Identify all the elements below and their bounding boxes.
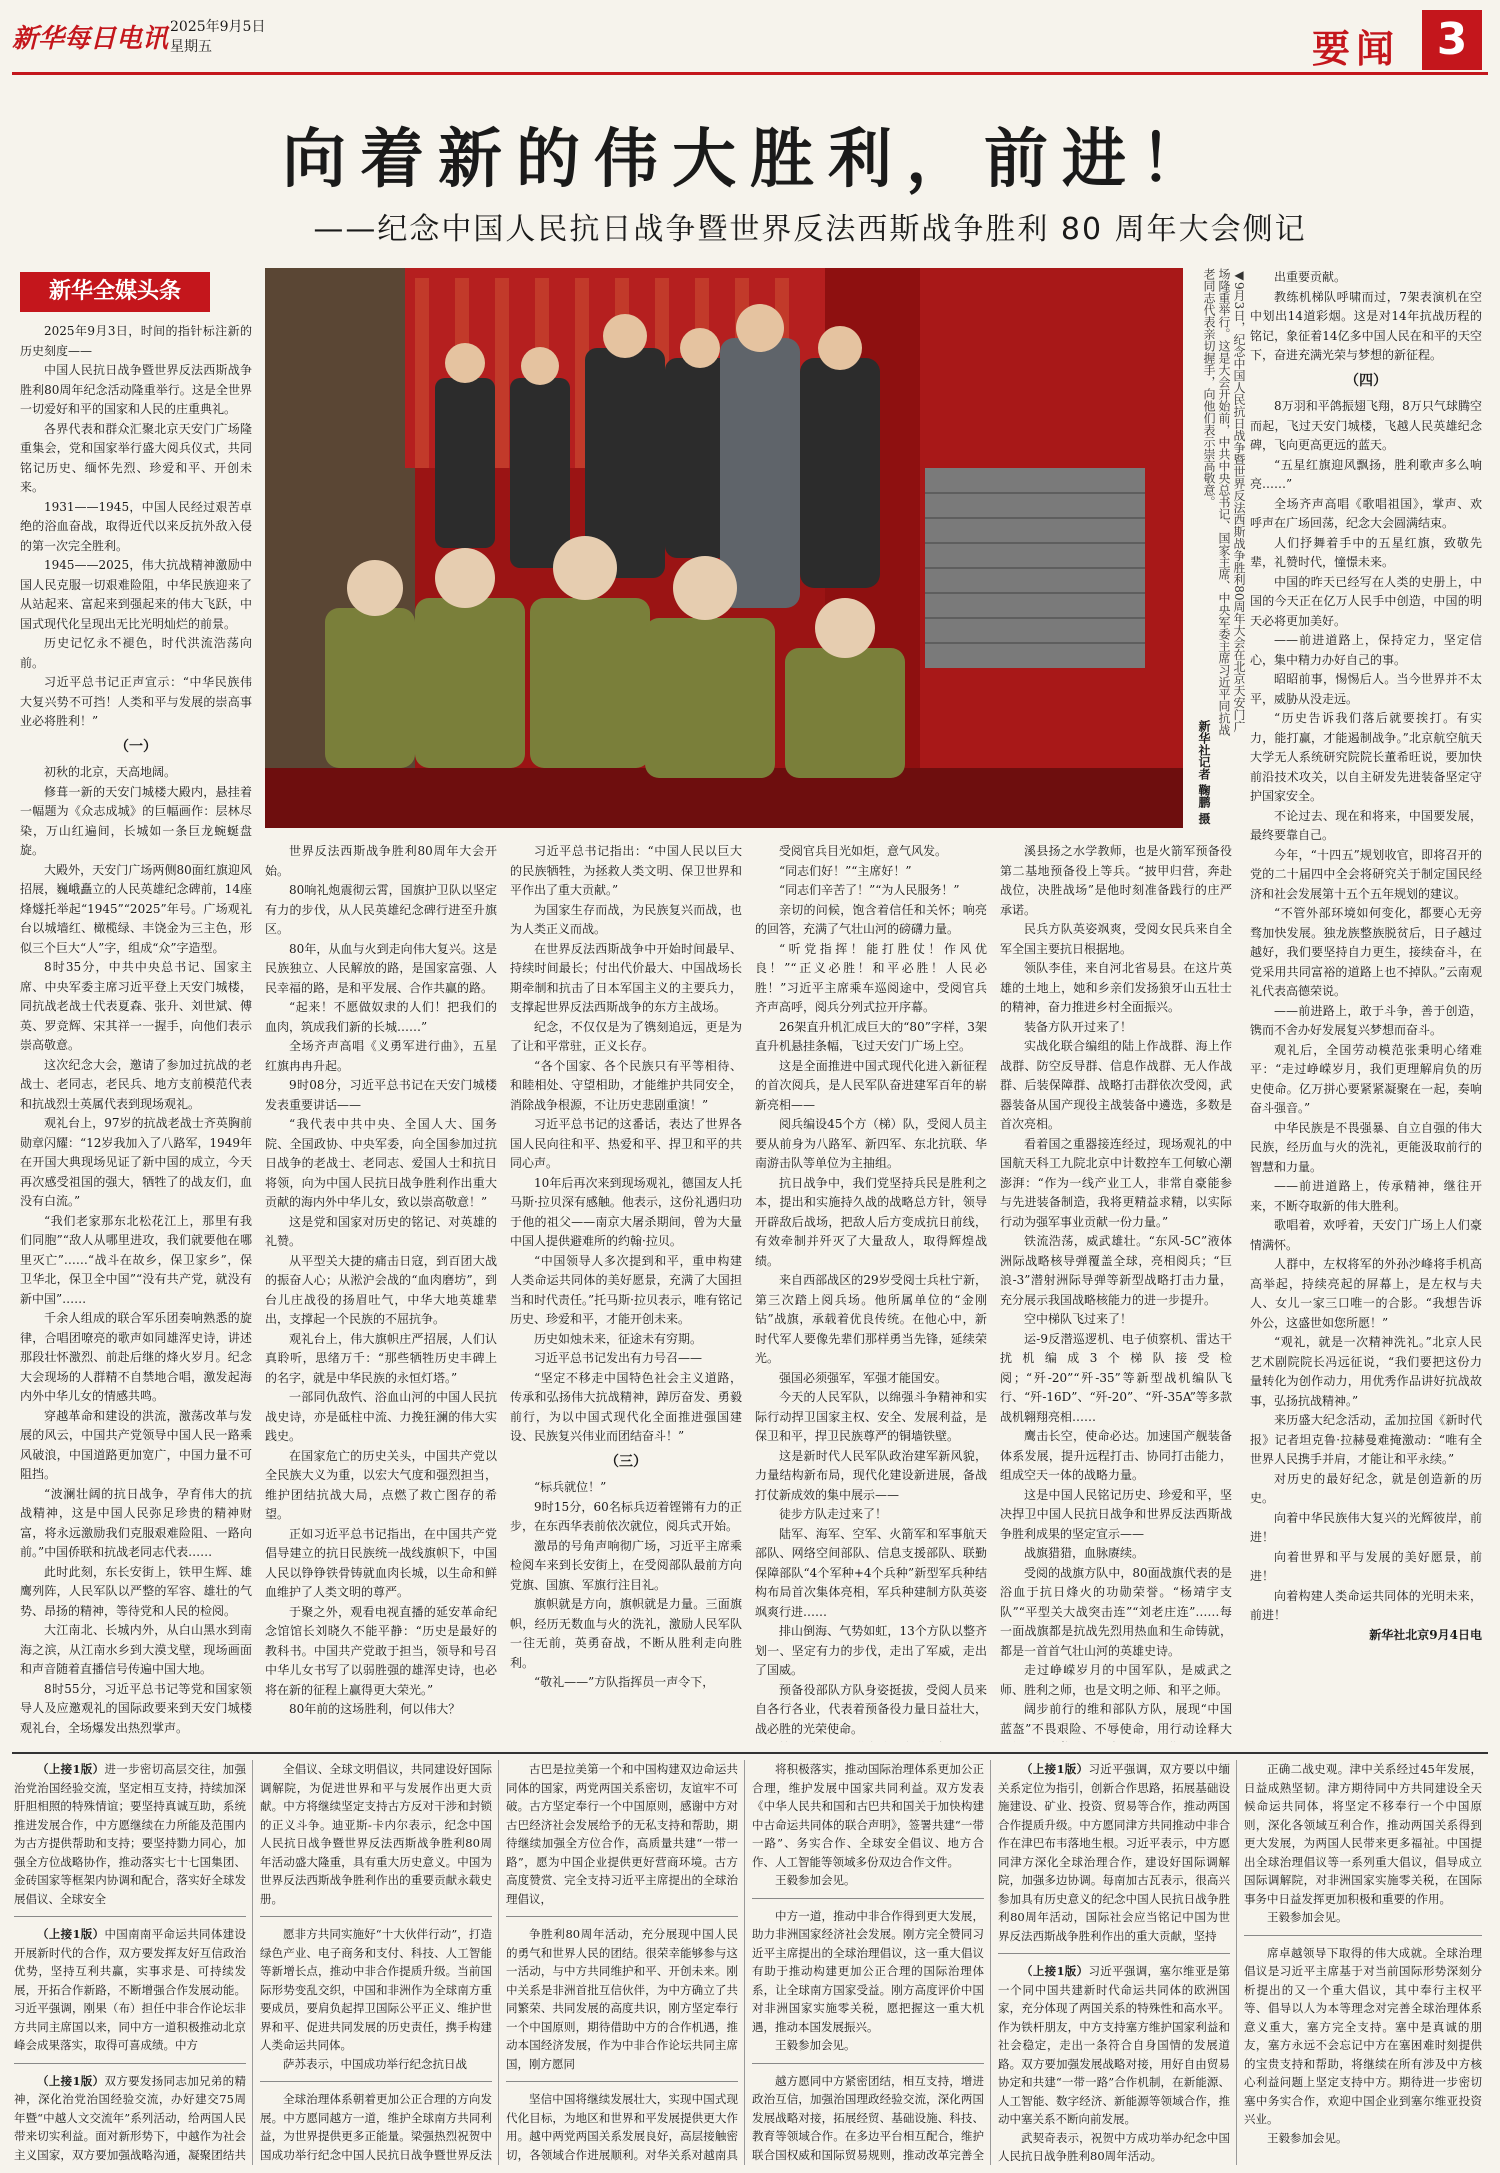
paragraph: 80响礼炮震彻云霄，国旗护卫队以坚定有力的步伐，从人民英雄纪念碑行进至升旗区。 [265,883,497,936]
paragraph: 古巴是拉美第一个和中国构建双边命运共同体的国家，两党两国关系密切，友谊牢不可破。古方坚定奉行一个中国原则，感谢中方对古巴经济社会发展给予的无私支持和帮助，期待继续加强全方位合作，高质量共建“一带一路”，愿为中国企业提供更好营商环境。古方高度赞赏、完全支持习近平主席提出的全球治理倡议， [506,1762,738,1906]
paragraph: 预备役部队方队身姿挺拔，受阅人员来自各行各业，代表着预备役力量日益壮大，战必胜的光荣使命。 [755,1682,987,1736]
paragraph: 今年，“十四五”规划收官，即将召开的党的二十届四中全会将研究关于制定国民经济和社会发展第十五个五年规划的建议。 [1250,847,1482,901]
paragraph: 向着世界和平与发展的美好愿景，前进！ [1250,1549,1482,1583]
paragraph: 习近平总书记正声宣示：“中华民族伟大复兴势不可挡！人类和平与发展的崇高事业必将胜利！” [20,675,252,728]
paragraph: 向着中华民族伟大复兴的光辉彼岸，前进！ [1250,1510,1482,1544]
paragraph: 双方要发扬同志加兄弟的精神，深化治党治国经验交流，办好建交75周年暨“中越人文交流年”系列活动，给两国人民带来切实利益。面对新形势下，中越作为社会主义国家，双方要加强战略沟通，凝聚团结共 [14,2073,246,2162]
paragraph: 民兵方队英姿飒爽，受阅女民兵来自全军全国主要抗日根据地。 [1000,922,1232,956]
masthead [12,10,1488,70]
paragraph: 中方一道，推动中非合作得到更大发展，助力非洲国家经济社会发展。刚方完全赞同习近平主席提出的全球治理倡议，这一重大倡议有助于推动构建更加公正合理的国际治理体系，让全球南方国家受益。刚方高度评价中国对非洲国家实施零关税，愿把握这一重大机遇，推动本国发展振兴。 [752,1908,984,2034]
bottom-column-5 [998,1760,1230,2165]
paragraph: 全球治理体系朝着更加公正合理的方向发展。中方愿同越方一道，维护全球南方共同利益，为世界提供更多正能量。梁强热烈祝贺中国成功举行纪念中国人民抗日战争暨世界反法 [260,2092,492,2162]
paragraph: 这是全面推进中国式现代化进入新征程的首次阅兵，是人民军队奋进建军百年的崭新亮相—— [755,1058,987,1112]
column-rule [498,1760,499,2165]
paragraph: 人群中，左权将军的外孙沙峰将手机高高举起，持续亮起的屏幕上，是左权与夫人、女儿一家三口唯一的合影。“我想告诉外公，这盛世如您所愿！” [1250,1257,1482,1330]
paragraph: 全倡议、全球文明倡议，共同建设好国际调解院，为促进世界和平与发展作出更大贡献。中方将继续坚定支持古方反对干涉和封锁的正义斗争。迪亚斯-卡内尔表示，纪念中国人民抗日战争暨世界反法西斯战争胜利80周年活动盛大隆重，具有重大历史意义。中国为世界反法西斯战争胜利作出的重要贡献永载史册。 [260,1762,492,1906]
paragraph: 1931——1945，中国人民经过艰苦卓绝的浴血奋战，取得近代以来反抗外敌入侵的第一次完全胜利。 [20,499,252,553]
paragraph: “观礼，就是一次精神洗礼。”北京人民艺术剧院院长冯远征说，“我们要把这份力量转化为创作动力，用优秀作品讲好抗战故事，弘扬抗战精神。” [1250,1335,1482,1408]
section-badge: 新华全媒头条 [20,272,210,312]
paragraph: 运-9反潜巡逻机、电子侦察机、雷达干扰机编成3个梯队接受检阅；“歼-20”“歼-35”等新型战机编队飞行、“歼-16D”、“歼-20”、“歼-35A”等多款战机翱翔亮相…… [1000,1331,1232,1424]
paragraph: 千余人组成的联合军乐团奏响熟悉的旋律，合唱团嘹亮的歌声如同雄浑史诗，讲述那段壮怀激烈、前赴后继的烽火岁月。纪念大会现场的人群精不自禁地合唱，激发起海内外中华儿女的情感共鸣。 [20,1311,252,1403]
paragraph: “同志们好！”“主席好！” [779,863,912,878]
section-heading: （四） [1345,372,1387,389]
paragraph: 激昂的号角声响彻广场，习近平主席乘检阅车来到长安街上，在受阅部队最前方向党旗、国旗、军旗行注目礼。 [510,1538,742,1592]
paragraph: ——前进路上，敢于斗争，善于创造，镌而不舍办好发展复兴梦想而奋斗。 [1250,1003,1482,1037]
paragraph: 9时15分，60名标兵迈着铿锵有力的正步，在东西华表前依次就位，阅兵式开始。 [510,1499,742,1533]
paragraph: 徒步方队走过来了！ [779,1507,888,1521]
paragraph: “听党指挥！能打胜仗！作风优良！”“正义必胜！和平必胜！人民必胜！”习近平主席乘车巡阅途中，受阅官兵齐声高呼，阅兵分列式拉开序幕。 [755,941,987,1014]
story-divider [14,2063,246,2064]
paragraph: 强国必须强军，军强才能国安。 [779,1370,948,1385]
paragraph [755,1739,987,1742]
paragraph: “中国领导人多次提到和平，重申构建人类命运共同体的美好愿景，充满了大国担当和时代责任。”托马斯·拉贝表示，唯有铭记历史、珍爱和平，才能开创未来。 [510,1253,742,1326]
continued-marker: （上接1版） [37,1762,105,1776]
paragraph: “坚定不移走中国特色社会主义道路，传承和弘扬伟大抗战精神，踔厉奋发、勇毅前行，为以中国式现代化全面推进强国建设、民族复兴伟业而团结奋斗！” [510,1370,742,1443]
article-column-2 [265,842,497,1742]
paragraph: 观礼台上，伟大旗帜庄严招展，人们认真聆听，思绪万千：“那些牺牲历史丰碑上的名字，就是中华民族的永恒灯塔。” [265,1331,497,1385]
paragraph: 战旗猎猎，血脉赓续。 [1024,1546,1145,1560]
paragraph: “起来！不愿做奴隶的人们！把我们的血肉，筑成我们新的长城……” [265,1000,497,1034]
paragraph: 走过峥嵘岁月的中国军队，是威武之师、胜利之师，也是文明之师、和平之师。 [1000,1663,1232,1697]
paragraph: 习近平强调，双方要以中缅关系定位为指引，创新合作思路，拓展基础设施建设、矿业、投资、贸易等合作，推动两国合作提质升级。中方愿同津方共同推动中非合作在津巴布韦落地生根。习近平表示，中方愿同津方深化全球治理合作，建设好国际调解院，加强多边协调。每南加古瓦表示，很高兴参加具有历史意义的纪念中国人民抗日战争胜利80周年活动，国际社会应当铭记中国为世界反法西斯战争胜利作出的重大贡献，坚持 [998,1762,1230,1943]
paragraph: 中国南南平命运共同体建设开展新时代的合作，双方要发挥友好互信政治优势，坚持互利共赢，实事求是、可持续发展，开拓合作新路，不断增强合作发展动能。习近平强调，刚果（布）担任中非合作论坛非方共同主席国以来，同中方一道积极推动北京峰会成果落实，取得可喜成绩。中方 [14,1927,246,2052]
photo-illustration [265,268,1183,828]
paragraph: 陆军、海军、空军、火箭军和军事航天部队、网络空间部队、信息支援部队、联勤保障部队“4个军种+4个兵种”新型军兵种结构布局首次集体亮相，军兵种建制方队英姿飒爽行进…… [755,1526,987,1619]
paragraph: 旗帜就是方向，旗帜就是力量。三面旗帜，经历无数血与火的洗礼，激励人民军队一往无前，英勇奋战，不断从胜利走向胜利。 [510,1597,742,1670]
section-heading: （三） [605,1453,647,1470]
continued-marker: （上接1版） [37,1927,105,1941]
paragraph: 歌唱着，欢呼着，天安门广场上人们豪情满怀。 [1250,1218,1482,1252]
paragraph: 席卓越领导下取得的伟大成就。全球治理倡议是习近平主席基于对当前国际形势深刻分析提出的又一个重大倡议，其中奉行主权平等、倡导以人为本等理念对完善全球治理体系意义重大，塞方完全支持。塞中是真诚的朋友，塞方永远不会忘记中方在塞困难时刻提供的宝贵支持和帮助，将继续在所有涉及中方核心利益问题上坚定支持中方。期待进一步密切塞中务实合作，欢迎中国企业到塞尔维亚投资兴业。 [1244,1945,1482,2126]
paragraph: 向着构建人类命运共同体的光明未来，前进！ [1250,1588,1482,1622]
paragraph: 为国家生存而战，为民族复兴而战，也为人类正义而战。 [510,902,742,936]
article-column-5 [1000,842,1232,1742]
paragraph: 8时55分，习近平总书记等党和国家领导人及应邀观礼的国际政要来到天安门城楼观礼台，全场爆发出热烈掌声。 [20,1681,252,1735]
paragraph: 萨苏表示，中国成功举行纪念抗日战 [283,2056,467,2071]
paragraph: 正确二战史观。津中关系经过45年发展，日益成熟坚韧。津方期待同中方共同建设全天候命运共同体，将坚定不移奉行一个中国原则，深化各领域互利合作，推动两国关系得到更大发展，为两国人民带来更多福祉。中国提出全球治理倡议等一系列重大倡议，倡导成立国际调解院，对非洲国家实施零关税，在国际事务中日益发挥更加积极和重要的作用。 [1244,1762,1482,1906]
paragraph: 抗日战争中，我们党坚持兵民是胜利之本，提出和实施持久战的战略总方针，领导开辟敌后战场，把敌人后方变成抗日前线，有效牵制并歼灭了大量敌人，取得辉煌战绩。 [755,1175,987,1268]
paragraph: 习近平总书记指出：“中国人民以巨大的民族牺牲，为拯救人类文明、保卫世界和平作出了重大贡献。” [510,844,742,897]
story-divider [998,1953,1230,1954]
paragraph: 不论过去、现在和将来，中国要发展，最终要靠自己。 [1250,808,1482,842]
paragraph: 这是新时代人民军队政治建军新风貌，力量结构新布局，现代化建设新进展，备战打仗新成效的集中展示—— [755,1448,987,1502]
bottom-column-2 [260,1760,492,2165]
paragraph: 王毅参加会见。 [1267,1910,1348,1924]
paragraph: 这是党和国家对历史的铭记、对英雄的礼赞。 [265,1214,497,1248]
paragraph: 修葺一新的天安门城楼大殿内，悬挂着一幅题为《众志成城》的巨幅画作：层林尽染，万山红遍间，长城如一条巨龙蜿蜒盘旋。 [20,784,252,857]
paragraph: 大殿外，天安门广场两侧80面红旗迎风招展，巍峨矗立的人民英雄纪念碑前，14座烽燧托举起“1945”“2025”年号。广场观礼台以城墙红、橄榄绿、丰饶金为三主色，形似三个巨大“人”字，组成“众”字造型。 [20,862,252,955]
column-rule [990,1760,991,2165]
issue-weekday: 星期五 [170,39,212,55]
paragraph: “历史告诉我们落后就要挨打。有实力，能打赢，才能遏制战争。”北京航空航天大学无人系统研究院院长董希旺说，要加快前沿技术攻关，以自主研发先进装备坚定守护国家安全。 [1250,711,1482,803]
paragraph: 观礼后，全国劳动模范张秉明心绪难平：“走过峥嵘岁月，我们更理解肩负的历史使命。亿万拼心要紧紧凝聚在一起，奏响奋斗强音。” [1250,1042,1482,1115]
page-number: 3 [1422,10,1482,70]
paragraph: 中华民族是不畏强暴、自立自强的伟大民族，经历血与火的洗礼，更能汲取前行的智慧和力量。 [1250,1120,1482,1174]
paragraph: 穿越革命和建设的洪流，激荡改革与发展的风云，中国共产党领导中国人民一路乘风破浪，中国道路更加宽广，中国力量不可阻挡。 [20,1408,252,1481]
paragraph: 观礼台上，97岁的抗战老战士齐英胸前勋章闪耀：“12岁我加入了八路军，1949年在开国大典现场见证了新中国的成立，今天再次感受祖国的强大，牺牲了的战友们，血没有白流。” [20,1116,252,1208]
paragraph: “各个国家、各个民族只有平等相待、和睦相处、守望相助，才能维护共同安全，消除战争根源，不让历史悲剧重演！” [510,1058,742,1112]
bottom-column-6 [1244,1760,1482,2165]
paragraph: 亲切的问候，饱含着信任和关怀；响亮的回答，充满了气壮山河的磅礴力量。 [755,902,987,936]
paragraph: 从平型关大捷的痛击日寇，到百团大战的振奋人心；从淞沪会战的“血肉磨坊”，到台儿庄战役的扬眉吐气，中华大地英雄辈出，支撑起一个民族的不屈抗争。 [265,1253,497,1326]
paragraph: ——前进道路上，传承精神，继往开来，不断夺取新的伟大胜利。 [1250,1179,1482,1213]
paragraph: 王毅参加会见。 [775,2038,856,2052]
paragraph: 10年后再次来到现场观礼，德国友人托马斯·拉贝深有感触。他表示，这份礼遇归功于他的祖父——南京大屠杀期间，曾为大量中国人提供避难所的约翰·拉贝。 [510,1175,742,1248]
paragraph: 这次纪念大会，邀请了参加过抗战的老战士、老同志，老民兵、地方支前模范代表和抗战烈士英属代表到现场观礼。 [20,1057,252,1111]
paragraph: 中国的昨天已经写在人类的史册上，中国的今天正在亿万人民手中创造，中国的明天必将更加美好。 [1250,574,1482,628]
paragraph: 出重要贡献。 [1274,270,1347,284]
story-divider [752,2063,984,2064]
paragraph: 一部同仇敌忾、浴血山河的中国人民抗战史诗，亦是砥柱中流、力挽狂澜的伟大实践史。 [265,1390,497,1443]
paragraph: 王毅参加会见。 [1267,2130,1348,2145]
paragraph: “波澜壮阔的抗日战争，孕育伟大的抗战精神，这是中国人民弥足珍贵的精神财富，将永远激励我们克服艰难险阻、一路向前。”中国侨联和抗战老同志代表…… [20,1486,252,1559]
paragraph: “同志们辛苦了！”“为人民服务！” [779,883,960,897]
paragraph: 26架直升机汇成巨大的“80”字样，3架直升机悬挂条幅，飞过天安门广场上空。 [755,1019,987,1053]
paragraph: 中国人民抗日战争暨世界反法西斯战争胜利80周年纪念活动隆重举行。这是全世界一切爱好和平的国家和人民的庄重典礼。 [20,363,252,416]
issue-date: 2025年9月5日 [170,19,266,35]
paragraph: 历史记忆永不褪色，时代洪流浩荡向前。 [20,636,252,670]
photo-credit: 新华社记者 鞠鹏 摄 [1197,720,1211,825]
paragraph: 这是中国人民铭记历史、珍爱和平，坚决捍卫中国人民抗日战争和世界反法西斯战争胜利成果的坚定宣示—— [1000,1487,1232,1541]
paragraph: 全场齐声高唱《歌唱祖国》，掌声、欢呼声在广场回荡，纪念大会圆满结束。 [1250,496,1482,530]
newspaper-logo: 新华每日电讯 [12,24,169,54]
paragraph: 于聚之外，观看电视直播的延安革命纪念馆馆长刘晓久不能平静：“历史是最好的教科书。中国共产党敢于担当，领导和号召中华儿女书写了以弱胜强的雄浑史诗，也必将在新的征程上赢得更大荣光。” [265,1604,497,1697]
paragraph: 全场齐声高唱《义勇军进行曲》，五星红旗冉冉升起。 [265,1039,497,1073]
paragraph: 人们抒舞着手中的五星红旗，致敬先辈，礼赞时代，憧憬未来。 [1250,535,1482,569]
paragraph: 受阅的战旗方队中，80面战旗代表的是浴血于抗日烽火的功勋荣誉。“杨靖宇支队”“平型关大战突击连”“刘老庄连”……每一面战旗都是抗战先烈用热血和生命铸就，都是一首首气壮山河的英雄史诗。 [1000,1565,1232,1658]
paragraph: 来自西部战区的29岁受阅士兵杜宁新，第三次踏上阅兵场。他所属单位的“金刚钻”战旗，承载着优良传统。在他心中，新时代军人要像先辈们那样勇当先锋，延续荣光。 [755,1273,987,1365]
paragraph: 愿非方共同实施好“十大伙伴行动”，打造绿色产业、电子商务和支付、科技、人工智能等新增长点，推动中非合作提质升级。当前国际形势变乱交织，中国和非洲作为全球南方重要成员，要肩负起捍卫国际公平正义、维护世界和平、促进共同发展的历史责任，携手构建人类命运共同体。 [260,1927,492,2052]
paragraph: 2025年9月3日，时间的指针标注新的历史刻度—— [20,324,252,358]
continued-marker: （上接1版） [1021,1762,1089,1776]
article-column-4 [755,842,987,1742]
story-divider [506,1916,738,1917]
paragraph: 昭昭前事，惕惕后人。当今世界并不太平，威胁从没走远。 [1250,672,1482,706]
paragraph: 王毅参加会见。 [775,1873,856,1887]
column-rule [744,1760,745,2165]
paragraph: 对历史的最好纪念，就是创造新的历史。 [1250,1471,1482,1505]
paragraph: 空中梯队飞过来了！ [1024,1312,1133,1326]
dateline-signature: 新华社北京9月4日电 [1369,1627,1482,1642]
paragraph: 各界代表和群众汇聚北京天安门广场隆重集会，党和国家举行盛大阅兵仪式，共同铭记历史、缅怀先烈、珍爱和平、开创未来。 [20,421,252,494]
continued-marker: （上接1版） [37,2073,105,2088]
paragraph: 初秋的北京，天高地阔。 [44,765,177,779]
bottom-column-1 [14,1760,246,2165]
paragraph: 80年，从血与火到走向伟大复兴。这是民族独立、人民解放的路，是国家富强、人民幸福的路，是和平发展、合作共赢的路。 [265,941,497,995]
story-divider [14,1916,246,1917]
paragraph: 习近平总书记的这番话，表达了世界各国人民向往和平、热爱和平、捍卫和平的共同心声。 [510,1117,742,1170]
paragraph: 进一步密切高层交往，加强治党治国经验交流，坚定相互支持，持续加深肝胆相照的特殊情谊；要坚持真诚互助，系统推进发展合作，中方愿继续在力所能及范围内为古方提供帮助和支持；要坚持勠力同心，加强全方位战略协作，推动落实七十七国集团、金砖国家等框架内协调和配合，落实好全球发展倡议、全球安全 [14,1762,246,1906]
paragraph: 越方愿同中方紧密团结，相互支持，增进政治互信，加强治国理政经验交流，深化两国发展战略对接，拓展经贸、基础设施、科技、教育等领域合作。在多边平台相互配合，维护联合国权威和国际贸易规则，推动改革完善全 [752,2073,984,2162]
section-heading: （一） [115,738,157,755]
paragraph: 大江南北、长城内外，从白山黑水到南海之滨，从江南水乡到大漠戈壁，现场画面和声音随着直播信号传遍中国大地。 [20,1623,252,1676]
paragraph: 8万羽和平鸽振翅飞翔，8万只气球腾空而起，飞过天安门城楼，飞越人民英雄纪念碑，飞向更高更远的蓝天。 [1250,399,1482,452]
paragraph: 溪县扬之水学教师，也是火箭军预备役第二基地预备役上等兵。“披甲归营，奔赴战位，决胜战场”是他时刻准备践行的庄严承诺。 [1000,844,1232,917]
paragraph: 排山倒海、气势如虹，13个方队以整齐划一、坚定有力的步伐，走出了军威，走出了国威。 [755,1624,987,1677]
paragraph: 习近平强调，塞尔维亚是第一个同中国共建新时代命运共同体的欧洲国家，充分体现了两国关系的特殊性和高水平。作为铁杆朋友，中方支持塞方维护国家利益和社会稳定，走出一条符合自身国情的发展道路。双方要加强发展战略对接，用好自由贸易协定和共建“一带一路”合作机制，在新能源、人工智能、数字经济、新能源等领域合作，推动中塞关系不断向前发展。 [998,1964,1230,2126]
paragraph: 坚信中国将继续发展壮大，实现中国式现代化目标，为地区和世界和平发展提供更大作用。越中两党两国关系发展良好，高层接触密切，各领域合作进展顺利。对华关系对越南具 [506,2092,738,2162]
paragraph: 鹰击长空，使命必达。加速国产舰装备体系发展，提升远程打击、协同打击能力，组成空天一体的战略力量。 [1000,1429,1232,1482]
paragraph: 此时此刻，东长安街上，铁甲生辉、雄鹰列阵，人民军队以严整的军容、雄壮的气势、昂扬的精神，等待党和人民的检阅。 [20,1564,252,1618]
paragraph: 9时08分，习近平总书记在天安门城楼发表重要讲话—— [265,1078,497,1112]
story-divider [1244,1935,1482,1936]
article-column-3 [510,842,742,1742]
paragraph: 教练机梯队呼啸而过，7架表演机在空中划出14道彩烟。这是对14年抗战历程的铭记，象征着14亿多中国人民在和平的天空下，奋进充满光荣与梦想的新征程。 [1250,289,1482,362]
paragraph: 铁流浩荡，威武雄壮。“东风-5C”液体洲际战略核导弹覆盖全球，亮相阅兵；“巨浪-3”潜射洲际导弹等新型战略打击力量，充分展示我国战略核能力的进一步提升。 [1000,1234,1232,1307]
paragraph: 纪念，不仅仅是为了镌刻追远，更是为了让和平常驻，正义长存。 [510,1019,742,1053]
bottom-column-4 [752,1760,984,2165]
column-rule [1236,1760,1237,2165]
paragraph: “敬礼——”方队指挥员一声令下， [534,1675,715,1689]
paragraph: 实战化联合编组的陆上作战群、海上作战群、防空反导群、信息作战群、无人作战群、后装保障群、战略打击群依次受阅，武器装备从国产现役主战装备中遴选，多数是首次亮相。 [1000,1039,1232,1131]
masthead-rule [12,72,1488,75]
paragraph: 受阅官兵目光如炬，意气风发。 [779,844,948,858]
paragraph: 在国家危亡的历史关头，中国共产党以全民族大义为重，以宏大气度和强烈担当，维护团结抗战大局，点燃了救亡图存的希望。 [265,1448,497,1521]
paragraph: 今天的人民军队，以绵强斗争精神和实际行动捍卫国家主权、安全、发展利益，是保卫和平，捍卫民族尊严的铜墙铁壁。 [755,1390,987,1443]
paragraph: 在世界反法西斯战争中开始时间最早、持续时间最长；付出代价最大、中国战场长期牵制和抗击了日本军国主义的主要兵力，支撑起世界反法西斯战争的东方主战场。 [510,941,742,1014]
paragraph: “不管外部环境如何变化，都要心无旁骛加快发展。独龙族整族脱贫后，日子越过越好，我们要坚持自力更生，接续奋斗，在党采用共同富裕的道路上也不掉队。”云南观礼代表高德荣说。 [1250,906,1482,998]
story-divider [506,2081,738,2082]
paragraph: 世界反法西斯战争胜利80周年大会开始。 [265,844,497,878]
paragraph: “五星红旗迎风飘扬，胜利歌声多么响亮……” [1250,457,1482,491]
column-rule [252,1760,253,2165]
paragraph: “我们老家那东北松花江上，那里有我们同胞”“敌人从哪里进攻，我们就要他在哪里灭亡”……“战斗在故乡，保卫家乡”，保卫华北，保卫全中国”“没有共产党，就没有新中国”…… [20,1213,252,1306]
paragraph: 看着国之重器接连经过，现场观礼的中国航天科工九院北京中计数控车工何敏心潮澎湃：“作为一线产业工人，非常自豪能参与先进装备制造，我将更精益求精，以实际行动为强军事业贡献一份力量。” [1000,1136,1232,1229]
story-divider [260,1916,492,1917]
paragraph: 来历盛大纪念活动，孟加拉国《新时代报》记者坦克鲁·拉赫曼难掩激动：“唯有全世界人民携手并肩，才能让和平永续。” [1250,1413,1482,1466]
subheadline: ——纪念中国人民抗日战争暨世界反法西斯战争胜利 80 周年大会侧记 [313,212,1307,247]
headline: 向着新的伟大胜利，前进！ [282,122,1218,197]
paragraph: 80年前的这场胜利，何以伟大？ [289,1702,461,1716]
paragraph: 历史如烛未来，征途未有穷期。 [534,1331,703,1346]
article-column-6 [1250,268,1482,1742]
continued-marker: （上接1版） [1021,1964,1089,1978]
paragraph: “标兵就位！” [534,1480,607,1494]
photo-caption: ◀9月3日，纪念中国人民抗日战争暨世界反法西斯战争胜利80周年大会在北京天安门广场隆重举行。这是大会开始前，中共中央总书记、国家主席、中央军委主席习近平同抗战老同志代表亲切握手，向他们表示崇高敬意。 [1202,268,1246,736]
lead-photo [265,268,1183,828]
paragraph: 阅兵编设45个方（梯）队，受阅人员主要从前身为八路军、新四军、东北抗联、华南游击队等单位为主抽组。 [755,1117,987,1170]
paragraph: “我代表中共中央、全国人大、国务院、全国政协、中央军委，向全国参加过抗日战争的老战士、老同志、爱国人士和抗日将领，向为中国人民抗日战争胜利作出重大贡献的海内外中华儿女，致以崇高敬意！” [265,1117,497,1209]
paragraph: 领队李佳，来自河北省易县。在这片英雄的土地上，她和乡亲们发扬狼牙山五壮士的精神，奋力推进乡村全面振兴。 [1000,961,1232,1014]
paragraph: ——前进道路上，保持定力，坚定信心，集中精力办好自己的事。 [1250,633,1482,667]
story-divider [752,1898,984,1899]
paragraph: 习近平总书记发出有力号召—— [534,1351,703,1365]
paragraph: 装备方队开过来了！ [1024,1019,1133,1034]
bottom-section-rule [12,1752,1488,1754]
article-column-1 [20,322,252,1742]
story-divider [260,2081,492,2082]
paragraph: 1945——2025，伟大抗战精神激励中国人民克服一切艰难险阻，中华民族迎来了从站起来、富起来到强起来的伟大飞跃，中国式现代化呈现出无比光明灿烂的前景。 [20,558,252,631]
paragraph: 将积极落实，推动国际治理体系更加公正合理，维护发展中国家共同利益。双方发表《中华人民共和国和古巴共和国关于加快构建中古命运共同体的联合声明》，签署共建“一带一路”、务实合作、全球安全倡议、地方合作、人工智能等领域多份双边合作文件。 [752,1762,984,1869]
paragraph: 阔步前行的维和部队方队，展现“中国蓝盔”不畏艰险、不辱使命，用行动诠释大 [1000,1702,1232,1736]
paragraph: 武契奇表示，祝贺中方成功举办纪念中国人民抗日战争胜利80周年活动。 [998,2130,1230,2163]
paragraph: 争胜利80周年活动，充分展现中国人民的勇气和世界人民的团结。很荣幸能够参与这一活动，与中方共同维护和平、开创未来。刚中关系是非洲首批互信伙伴，为中方确立了共同繁荣、共同发展的高度共识，刚方坚定奉行一个中国原则，期待借助中方的合作机遇，推动本国经济发展，作为中非合作论坛共同主席国，刚方愿同 [506,1927,738,2071]
paragraph: 8时35分，中共中央总书记、国家主席、中央军委主席习近平登上天安门城楼，同抗战老战士代表夏森、张升、刘世斌、傅英、罗竞辉、宋其祥一一握手，向他们表示崇高敬意。 [20,960,252,1052]
section-title: 要闻 [1312,26,1401,71]
paragraph: 正如习近平总书记指出，在中国共产党倡导建立的抗日民族统一战线旗帜下，中国人民以铮铮铁骨铸就血肉长城，以生命和鲜血维护了人类文明的尊严。 [265,1526,497,1599]
bottom-column-3 [506,1760,738,2165]
